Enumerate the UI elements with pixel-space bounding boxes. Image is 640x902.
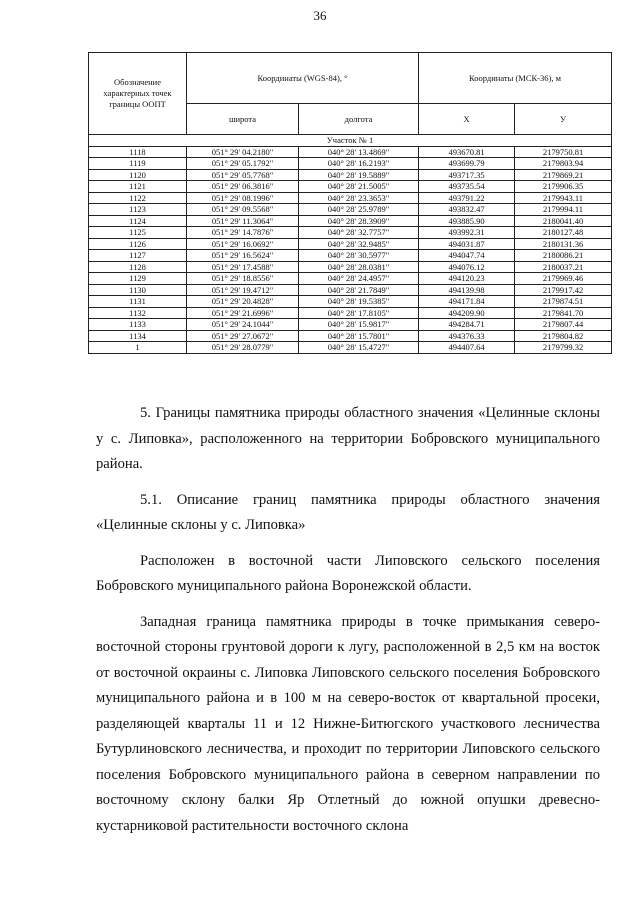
table-row [89,261,612,273]
cell-longitude: 040° 28' 24.4957" [299,273,419,285]
document-body [96,401,600,839]
cell-y: 2179874.51 [515,296,612,308]
table-row [89,319,612,331]
cell-latitude: 051° 29' 05.7768" [187,169,299,181]
paragraph-location: Расположен в восточной части Липовского сельского поселения Бобровского муниципального района Воронежской области. [96,552,600,594]
cell-x: 493670.81 [419,146,515,158]
subheader-y: У [515,104,612,135]
table-row [89,238,612,250]
cell-x: 494407.64 [419,342,515,354]
table-row [89,158,612,170]
cell-longitude: 040° 28' 25.9789" [299,204,419,216]
cell-y: 2179807.44 [515,319,612,331]
paragraph-west-border: Западная граница памятника природы в точке примыкания северо-восточной стороны грунтовой дороги к лугу, расположенной в 2,5 км на восток от восточной окраины с. Липовка Липовского сельского поселения Бобровского муниципального района и в 100 м на северо-восток от квартальной просеки, разделяющей кварталы 11 и 12 Нижне-Битюгского участкового лесничества Бутурлиновского лесничества, и проходит по территории Липовского сельского поселения Бобровского муниципального района в северном направлении по восточному склону балки Яр Отлетный до южной опушки древесно-кустарниковой растительности восточного склона [96,613,600,834]
cell-y: 2179906.35 [515,181,612,193]
cell-longitude: 040° 28' 15.7801" [299,330,419,342]
cell-latitude: 051° 29' 18.8556" [187,273,299,285]
cell-x: 493735.54 [419,181,515,193]
cell-point: 1122 [89,192,187,204]
cell-longitude: 040° 28' 32.9485" [299,238,419,250]
table-row [89,273,612,285]
table-row [89,250,612,262]
cell-y: 2179803.94 [515,158,612,170]
cell-latitude: 051° 29' 05.1792" [187,158,299,170]
cell-point: 1 [89,342,187,354]
header-point: Обозначение характерных точек границы ООПТ [89,53,187,135]
cell-point: 1126 [89,238,187,250]
table-row [89,204,612,216]
cell-latitude: 051° 29' 16.5624" [187,250,299,262]
coordinates-table [88,52,612,354]
cell-point: 1132 [89,307,187,319]
cell-point: 1125 [89,227,187,239]
table-row [89,181,612,193]
cell-latitude: 051° 29' 24.1044" [187,319,299,331]
cell-longitude: 040° 28' 13.4869" [299,146,419,158]
cell-point: 1123 [89,204,187,216]
cell-longitude: 040° 28' 21.7849" [299,284,419,296]
cell-y: 2180086.21 [515,250,612,262]
cell-point: 1124 [89,215,187,227]
cell-point: 1121 [89,181,187,193]
cell-point: 1134 [89,330,187,342]
cell-latitude: 051° 29' 11.3064" [187,215,299,227]
cell-y: 2179969.46 [515,273,612,285]
cell-longitude: 040° 28' 30.5977" [299,250,419,262]
cell-longitude: 040° 28' 15.4727" [299,342,419,354]
cell-longitude: 040° 28' 21.5005" [299,181,419,193]
cell-x: 494284.71 [419,319,515,331]
cell-x: 494209.90 [419,307,515,319]
cell-y: 2179799.32 [515,342,612,354]
cell-x: 493885.90 [419,215,515,227]
cell-latitude: 051° 29' 28.0779" [187,342,299,354]
cell-point: 1119 [89,158,187,170]
subheader-x: X [419,104,515,135]
cell-point: 1127 [89,250,187,262]
cell-x: 494139.98 [419,284,515,296]
cell-x: 494076.12 [419,261,515,273]
cell-point: 1120 [89,169,187,181]
cell-y: 2179841.70 [515,307,612,319]
cell-x: 493992.31 [419,227,515,239]
cell-latitude: 051° 29' 08.1996" [187,192,299,204]
cell-point: 1130 [89,284,187,296]
cell-longitude: 040° 28' 28.3909" [299,215,419,227]
table-row [89,227,612,239]
table-row [89,169,612,181]
cell-longitude: 040° 28' 16.2193" [299,158,419,170]
table-row [89,296,612,308]
table-row [89,215,612,227]
cell-x: 494376.33 [419,330,515,342]
cell-x: 493791.22 [419,192,515,204]
table-row [89,307,612,319]
section-label: Участок № 1 [89,135,612,147]
cell-y: 2179917.42 [515,284,612,296]
table-row [89,330,612,342]
cell-latitude: 051° 29' 19.4712" [187,284,299,296]
cell-y: 2179943.11 [515,192,612,204]
cell-point: 1128 [89,261,187,273]
cell-y: 2180037.21 [515,261,612,273]
cell-latitude: 051° 29' 16.0692" [187,238,299,250]
cell-longitude: 040° 28' 28.0381" [299,261,419,273]
table-row [89,342,612,354]
subheader-latitude: широта [187,104,299,135]
cell-point: 1131 [89,296,187,308]
cell-longitude: 040° 28' 23.3653" [299,192,419,204]
table-row [89,284,612,296]
cell-latitude: 051° 29' 21.6996" [187,307,299,319]
cell-x: 493832.47 [419,204,515,216]
cell-y: 2180131.36 [515,238,612,250]
cell-longitude: 040° 28' 19.5385" [299,296,419,308]
cell-longitude: 040° 28' 19.5889" [299,169,419,181]
table-row [89,146,612,158]
cell-point: 1133 [89,319,187,331]
cell-longitude: 040° 28' 32.7757" [299,227,419,239]
cell-latitude: 051° 29' 17.4588" [187,261,299,273]
cell-x: 493699.79 [419,158,515,170]
header-wgs84: Координаты (WGS-84), ° [187,53,419,104]
paragraph-section-5: 5. Границы памятника природы областного значения «Целинные склоны у с. Липовка», расположенного на территории Бобровского муниципального района. [96,405,600,472]
cell-x: 494171.84 [419,296,515,308]
cell-latitude: 051° 29' 06.3816" [187,181,299,193]
cell-latitude: 051° 29' 04.2180" [187,146,299,158]
cell-x: 494031.87 [419,238,515,250]
subheader-longitude: долгота [299,104,419,135]
cell-latitude: 051° 29' 27.0672" [187,330,299,342]
cell-x: 493717.35 [419,169,515,181]
cell-longitude: 040° 28' 17.8105" [299,307,419,319]
paragraph-section-5-1: 5.1. Описание границ памятника природы областного значения «Целинные склоны у с. Липовка» [96,491,600,533]
cell-point: 1118 [89,146,187,158]
page-number: 36 [313,8,327,23]
cell-y: 2180127.48 [515,227,612,239]
header-msk36: Координаты (МСК-36), м [419,53,612,104]
table-row [89,192,612,204]
cell-point: 1129 [89,273,187,285]
cell-x: 494120.23 [419,273,515,285]
cell-y: 2179869.21 [515,169,612,181]
cell-y: 2179804.82 [515,330,612,342]
cell-y: 2179750.81 [515,146,612,158]
cell-latitude: 051° 29' 14.7876" [187,227,299,239]
cell-latitude: 051° 29' 20.4828" [187,296,299,308]
cell-longitude: 040° 28' 15.9817" [299,319,419,331]
cell-y: 2179994.11 [515,204,612,216]
cell-x: 494047.74 [419,250,515,262]
cell-latitude: 051° 29' 09.5568" [187,204,299,216]
cell-y: 2180041.40 [515,215,612,227]
